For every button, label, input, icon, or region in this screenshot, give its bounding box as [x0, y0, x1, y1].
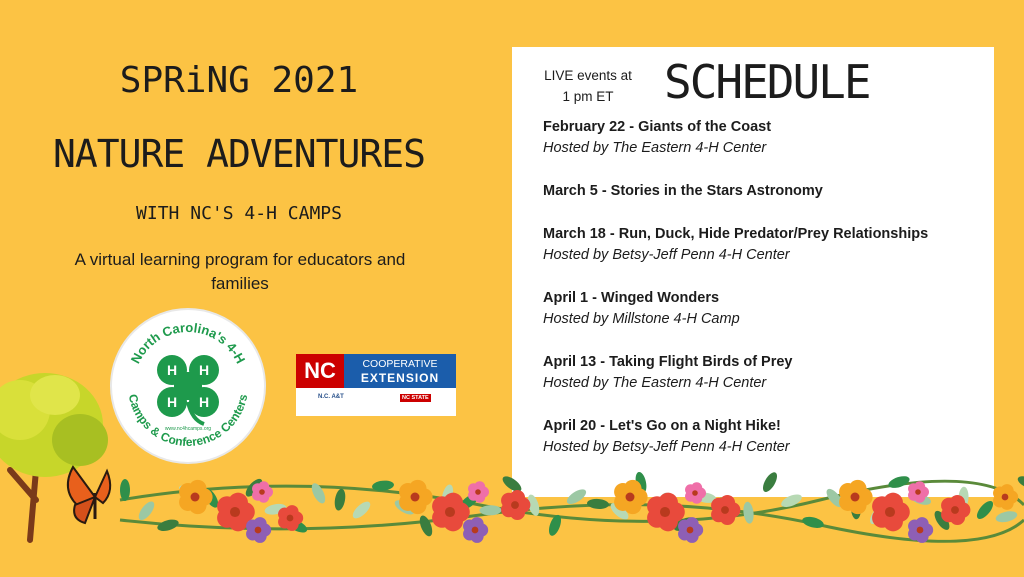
title-with-nc-4h-camps: WITH NC'S 4-H CAMPS [136, 203, 342, 224]
event-title: April 20 - Let's Go on a Night Hike! [543, 418, 781, 434]
leaf-icon [587, 498, 610, 510]
leaf-icon [547, 513, 564, 537]
coop-line2: EXTENSION [360, 371, 440, 385]
event-host: Hosted by The Eastern 4-H Center [543, 375, 767, 391]
event-title: March 18 - Run, Duck, Hide Predator/Prey Relationships [543, 226, 929, 242]
logo-4h-bottom-text: Camps & Conference Centers [125, 392, 251, 450]
coop-line1: COOPERATIVE [362, 358, 438, 370]
event-item [543, 416, 983, 458]
logo-4h-top-text: North Carolina's 4-H [127, 319, 249, 366]
nc-mark: NC [296, 354, 344, 388]
schedule-heading: SCHEDULE [664, 55, 870, 109]
leaf-icon [120, 479, 130, 501]
flower-icon [463, 517, 488, 543]
live-events-note [532, 65, 644, 107]
coop-extension-block [344, 354, 456, 388]
leaf-icon [333, 488, 347, 511]
leaf-icon [479, 505, 501, 515]
flower-icon [941, 495, 970, 525]
flower-icon [993, 484, 1018, 510]
leaf-icon [201, 486, 221, 510]
leaf-icon [309, 481, 328, 505]
leaf-icon [742, 501, 755, 524]
butterfly-icon [68, 467, 110, 523]
live-note-line1: LIVE events at [544, 68, 632, 83]
leaf-icon [457, 491, 480, 512]
event-item [543, 117, 983, 159]
event-item [543, 224, 983, 266]
ncstate-partner-label: NC STATE [402, 395, 429, 401]
leaf-icon [417, 514, 435, 538]
svg-text:H: H [166, 362, 178, 378]
event-host: Hosted by Millstone 4-H Camp [543, 311, 740, 327]
live-note-line2: 1 pm ET [562, 89, 614, 104]
event-item [543, 181, 983, 202]
schedule-card [512, 47, 994, 497]
leaf-icon [995, 509, 1019, 524]
flower-icon [399, 480, 433, 514]
leaf-icon [136, 499, 157, 523]
event-item [543, 288, 983, 330]
svg-text:H: H [198, 362, 210, 378]
flower-icon [217, 493, 255, 532]
title-spring-2021: SPRiNG 2021 [119, 60, 359, 101]
svg-text:Camps & Conference Centers [126, 393, 251, 449]
event-title: March 5 - Stories in the Stars Astronomy [543, 183, 823, 199]
leaf-icon [227, 499, 239, 522]
leaf-icon [932, 508, 953, 532]
flower-icon [252, 481, 273, 502]
ncat-partner-label: N.C. A&T [318, 394, 344, 400]
leaf-icon [974, 498, 996, 521]
leaf-icon [851, 497, 862, 519]
svg-text:North Carolina's 4-H [128, 320, 249, 366]
event-title: April 13 - Taking Flight Birds of Prey [543, 354, 793, 370]
leaf-icon [716, 495, 738, 518]
leaf-icon [392, 497, 416, 517]
nc-cooperative-extension-logo [296, 354, 456, 416]
event-host: Hosted by The Eastern 4-H Center [543, 140, 767, 156]
leaf-icon [243, 476, 265, 499]
leaf-icon [350, 499, 373, 521]
leaf-icon [285, 517, 309, 536]
event-item [543, 352, 983, 394]
svg-text:H: H [198, 394, 210, 410]
nc-4h-camps-logo [110, 308, 266, 464]
logo-4h-url: www.nc4hcamps.org [164, 426, 212, 432]
event-title: February 22 - Giants of the Coast [543, 119, 772, 135]
flower-icon [908, 517, 933, 543]
4h-clover-icon [112, 310, 264, 462]
flower-icon [711, 495, 740, 525]
svg-text:H: H [166, 394, 178, 410]
tree-icon [0, 373, 108, 540]
flower-icon [468, 481, 489, 502]
leaf-icon [372, 480, 395, 492]
flower-icon [432, 493, 470, 532]
flower-icon [246, 517, 271, 543]
event-list [543, 117, 983, 480]
flower-icon [872, 493, 910, 532]
leaf-icon [608, 500, 631, 522]
leaf-icon [156, 517, 180, 533]
leaf-icon [867, 503, 888, 527]
leaf-icon [801, 515, 825, 530]
flower-icon [647, 493, 685, 532]
event-title: April 1 - Winged Wonders [543, 290, 720, 306]
program-subtitle: A virtual learning program for educators and families [74, 250, 406, 293]
flower-icon [278, 505, 303, 531]
title-nature-adventures: NATURE ADVENTURES [53, 132, 425, 176]
leaf-icon [264, 502, 288, 516]
event-host: Hosted by Betsy-Jeff Penn 4-H Center [543, 247, 790, 263]
event-host: Hosted by Betsy-Jeff Penn 4-H Center [543, 439, 790, 455]
leaf-icon [1016, 474, 1024, 492]
leaf-icon [440, 483, 455, 507]
leaf-icon [672, 515, 696, 534]
flower-icon [179, 480, 213, 514]
flower-icon [678, 517, 703, 543]
leaf-icon [177, 483, 201, 500]
